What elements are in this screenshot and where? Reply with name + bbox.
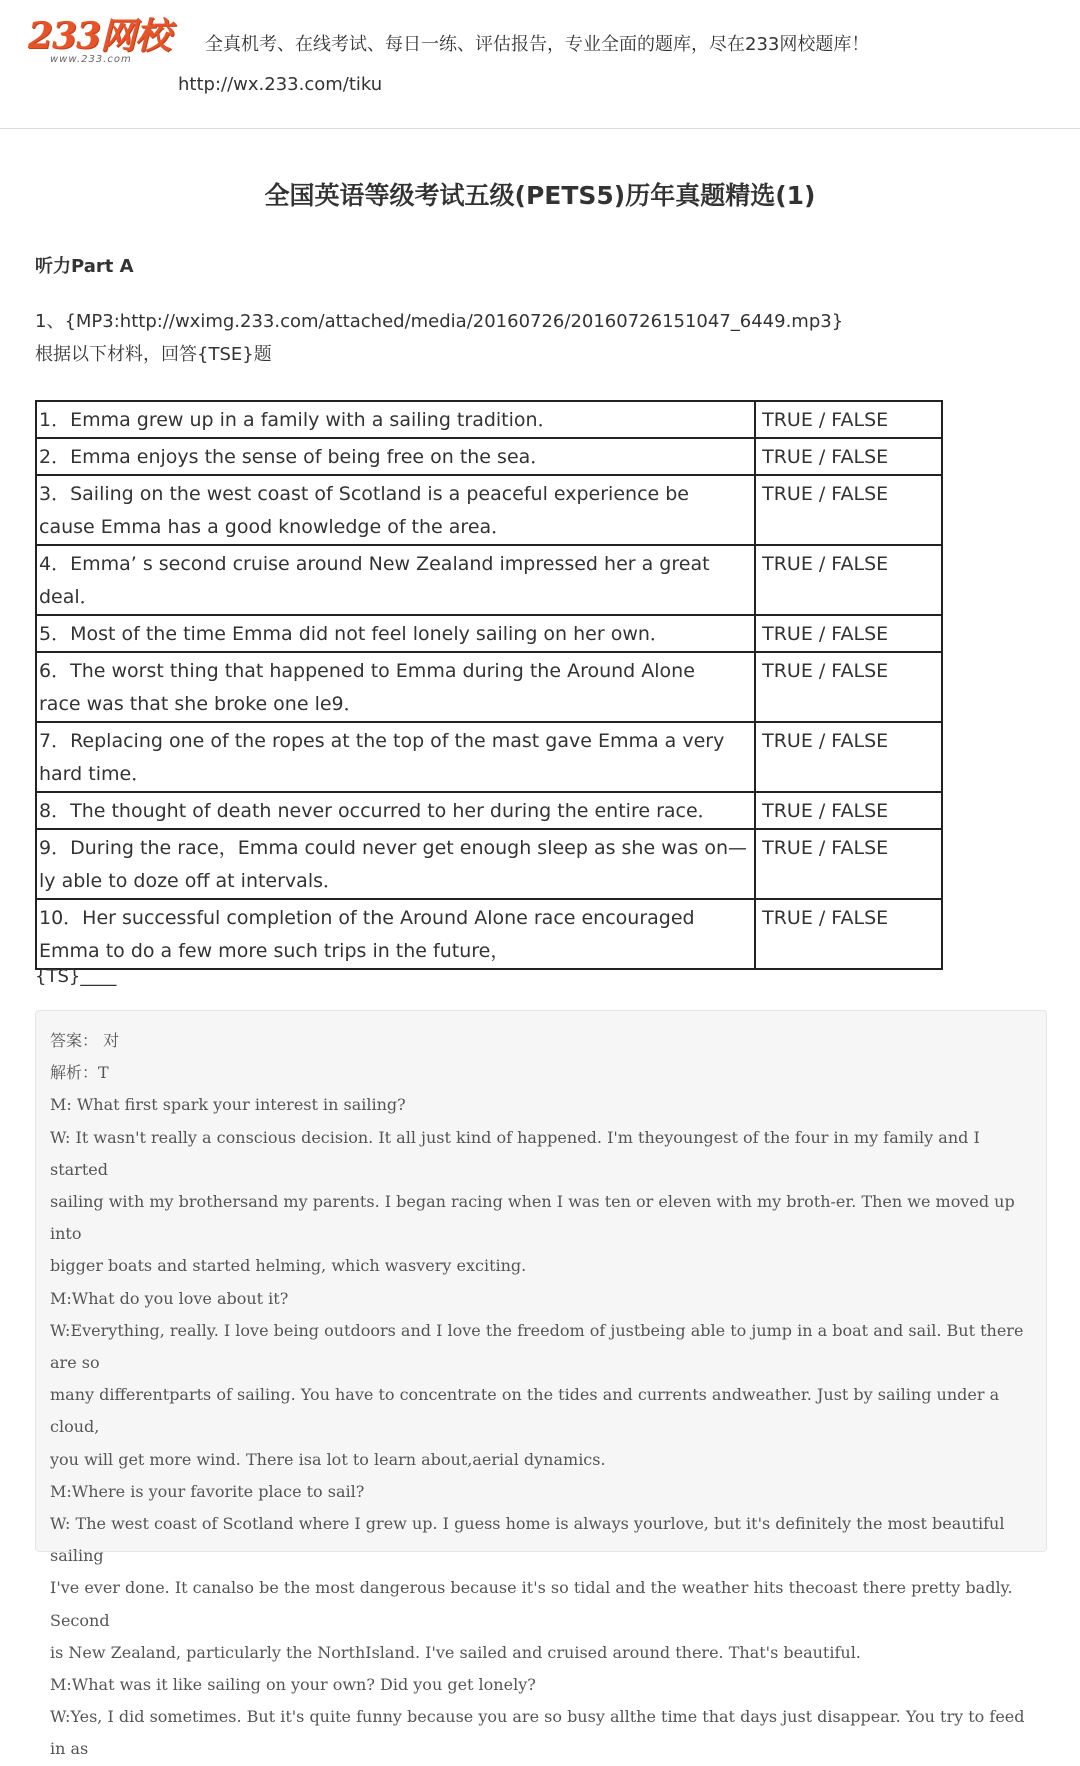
statement-cell [36, 722, 755, 792]
statement-line: Emma to do a few more such trips in the future， [39, 940, 510, 962]
answer-panel-text [50, 1025, 1035, 1766]
answer-choice-cell[interactable]: TRUE / FALSE [755, 722, 942, 792]
statement-line: 7．Replacing one of the ropes at the top of the mast gave Emma a very [39, 730, 725, 752]
header-url-link[interactable]: http://wx.233.com/tiku [178, 74, 383, 95]
table-row [36, 829, 942, 899]
statement-line: 6．The worst thing that happened to Emma during the Around Alone [39, 660, 695, 682]
answer-choice-cell[interactable]: TRUE / FALSE [755, 792, 942, 829]
table-row [36, 615, 942, 652]
answer-text-line: M:What do you love about it? [50, 1288, 289, 1308]
table-row [36, 652, 942, 722]
statement-cell [36, 438, 755, 475]
statement-cell [36, 652, 755, 722]
true-false-table [35, 400, 943, 970]
question-media-line: 1、{MP3:http://wximg.233.com/attached/media/20160726/20160726151047_6449.mp3} [35, 311, 844, 332]
statement-cell [36, 792, 755, 829]
answer-text-line: W: The west coast of Scotland where I grew up. I guess home is always yourlove, but it's definitely the most beautiful sailing [50, 1514, 1005, 1566]
statement-line: 3．Sailing on the west coast of Scotland is a peaceful experience be [39, 483, 689, 505]
answer-text-line: M:What was it like sailing on your own? Did you get lonely? [50, 1675, 536, 1695]
answer-text-line: M:Where is your favorite place to sail? [50, 1481, 365, 1501]
statement-line: deal． [39, 586, 99, 608]
statement-cell [36, 401, 755, 438]
answer-text-line: sailing with my brothersand my parents. I began racing when I was ten or eleven with my broth-er. Then we moved up into [50, 1192, 1015, 1244]
statement-line: 2．Emma enjoys the sense of being free on the sea． [39, 446, 550, 468]
header-tagline: 全真机考、在线考试、每日一练、评估报告，专业全面的题库，尽在233网校题库！ [205, 34, 870, 55]
answer-choice-cell[interactable]: TRUE / FALSE [755, 899, 942, 969]
answer-text-line: 答案： 对 [50, 1031, 120, 1050]
statement-line: 4．Emma’ s second cruise around New Zealand impressed her a great [39, 553, 710, 575]
answer-text-line: bigger boats and started helming, which wasvery exciting. [50, 1256, 527, 1276]
statement-line: 5．Most of the time Emma did not feel lonely sailing on her own． [39, 623, 669, 645]
statement-line: race was that she broke one le9． [39, 693, 363, 715]
answer-text-line: M: What first spark your interest in sailing? [50, 1095, 406, 1115]
answer-text-line: you will get more wind. There isa lot to learn about,aerial dynamics. [50, 1449, 606, 1469]
table-row [36, 899, 942, 969]
brand-logo[interactable] [28, 16, 188, 70]
statement-line: 8．The thought of death never occurred to her during the entire race． [39, 800, 717, 822]
statement-line: 9．During the race，Emma could never get enough sleep as she was on— [39, 837, 747, 859]
page-title: 全国英语等级考试五级(PETS5)历年真题精选(1) [264, 181, 816, 210]
answer-text-line: is New Zealand, particularly the NorthIsland. I've sailed and cruised around there. That's beautiful. [50, 1642, 861, 1662]
answer-text-line: W:Everything, really. I love being outdoors and I love the freedom of justbeing able to jump in a boat and sail. But there are so [50, 1320, 1024, 1373]
statement-cell [36, 545, 755, 615]
logo-domain: www.233.com [50, 54, 132, 65]
answer-choice-cell[interactable]: TRUE / FALSE [755, 652, 942, 722]
table-row [36, 545, 942, 615]
section-label: 听力Part A [35, 256, 134, 277]
answer-choice-cell[interactable]: TRUE / FALSE [755, 829, 942, 899]
answer-text-line: many differentparts of sailing. You have to concentrate on the tides and currents andweather. Just by sailing under a cloud, [50, 1385, 1000, 1437]
answer-choice-cell[interactable]: TRUE / FALSE [755, 615, 942, 652]
statement-cell [36, 615, 755, 652]
statement-line: cause Emma has a good knowledge of the area． [39, 516, 511, 538]
statement-cell [36, 829, 755, 899]
answer-choice-cell[interactable]: TRUE / FALSE [755, 438, 942, 475]
table-row [36, 722, 942, 792]
question-instruction: 根据以下材料，回答{TSE}题 [35, 344, 272, 365]
answer-text-line: W: It wasn't really a conscious decision. It all just kind of happened. I'm theyoungest of the four in my family and I started [50, 1127, 980, 1179]
page-header [0, 0, 1080, 129]
statement-cell [36, 899, 755, 969]
table-row [36, 401, 942, 438]
table-row [36, 438, 942, 475]
logo-text: 233网校 [28, 15, 171, 57]
statement-line: 10．Her successful completion of the Around Alone race encouraged [39, 907, 695, 929]
statement-line: ly able to doze off at intervals． [39, 870, 342, 892]
statement-line: hard time． [39, 763, 151, 785]
statement-line: 1．Emma grew up in a family with a sailing tradition． [39, 409, 557, 431]
answer-text-line: 解析：T [50, 1063, 109, 1083]
answer-panel [35, 1010, 1047, 1759]
answer-choice-cell[interactable]: TRUE / FALSE [755, 475, 942, 545]
ts-label: {TS}____ [35, 966, 117, 987]
answer-text-line: I've ever done. It canalso be the most dangerous because it's so tidal and the weather hits thecoast there pretty badly. Second [50, 1578, 1013, 1630]
answer-text-line: W:Yes, I did sometimes. But it's quite funny because you are so busy allthe time that days just disappear. You try to feed in as [50, 1707, 1025, 1759]
table-row [36, 792, 942, 829]
answer-choice-cell[interactable]: TRUE / FALSE [755, 401, 942, 438]
answer-choice-cell[interactable]: TRUE / FALSE [755, 545, 942, 615]
statement-cell [36, 475, 755, 545]
table-row [36, 475, 942, 545]
